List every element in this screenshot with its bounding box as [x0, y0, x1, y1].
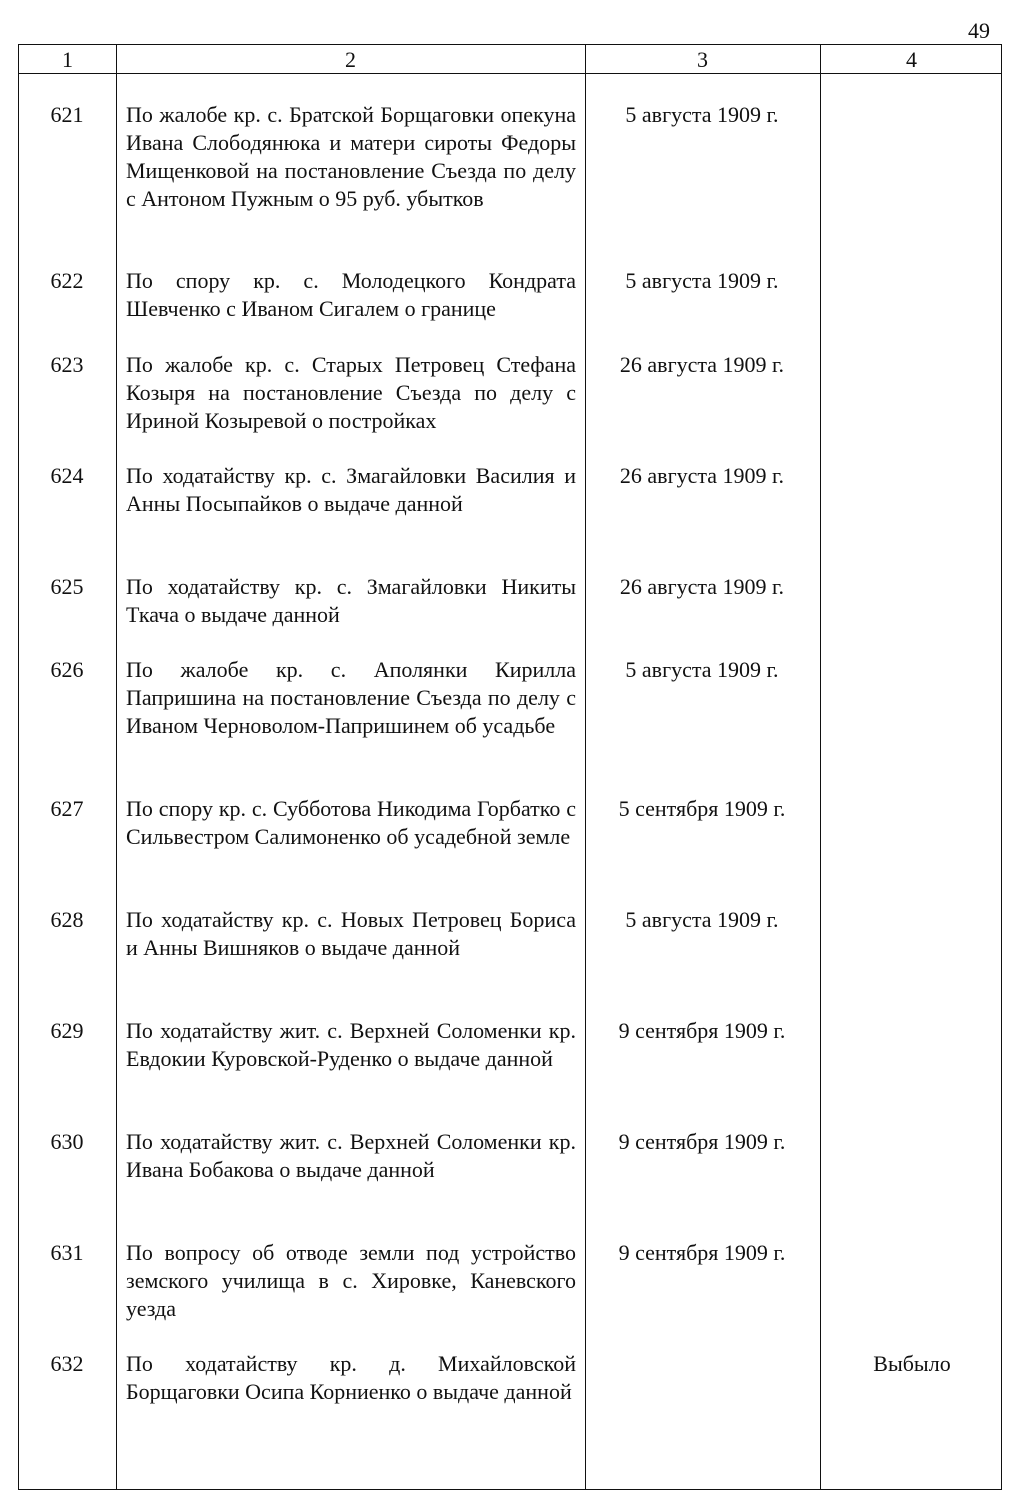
column-divider: [820, 45, 821, 1489]
case-date: 9 сентября 1909 г.: [618, 1240, 786, 1265]
column-header-3: 3: [697, 47, 708, 72]
case-description: По спору кр. с. Молодецкого Кондрата Шевченко с Иваном Сигалем о границе: [126, 268, 576, 321]
case-date: 26 августа 1909 г.: [619, 574, 785, 599]
register-table: [18, 44, 1002, 1490]
case-description: По жалобе кр. с. Аполянки Кирилла Папришина на постановление Съезда по делу с Иваном Черноволом-Папришинем об усадьбе: [126, 657, 576, 738]
case-description: По ходатайству жит. с. Верхней Соломенки кр. Ивана Бобакова о выдаче данной: [126, 1129, 576, 1182]
column-divider: [585, 45, 586, 1489]
case-description: По жалобе кр. с. Старых Петровец Стефана Козыря на постановление Съезда по делу с Ириной Козыревой о постройках: [126, 352, 576, 433]
case-date: 9 сентября 1909 г.: [618, 1129, 786, 1154]
case-description: По ходатайству кр. д. Михайловской Борщаговки Осипа Корниенко о выдаче данной: [126, 1351, 576, 1404]
case-description: По ходатайству жит. с. Верхней Соломенки кр. Евдокии Куровской-Руденко о выдаче данной: [126, 1018, 576, 1071]
row-number: 625: [50, 574, 84, 599]
case-date: 26 августа 1909 г.: [619, 352, 785, 377]
column-header-4: 4: [906, 47, 917, 72]
page-number: 49: [968, 18, 990, 43]
case-description: По ходатайству кр. с. Змагайловки Василия и Анны Посыпайков о выдаче данной: [126, 463, 576, 516]
row-number: 621: [50, 102, 84, 127]
case-date: 5 августа 1909 г.: [625, 102, 779, 127]
case-description: По ходатайству кр. с. Новых Петровец Бориса и Анны Вишняков о выдаче данной: [126, 907, 576, 960]
case-description: По жалобе кр. с. Братской Борщаговки опекуна Ивана Слободянюка и матери сироты Федоры Мищенковой на постановление Съезда по делу с Антоном Пужным о 95 руб. убытков: [126, 102, 576, 211]
row-number: 631: [50, 1240, 84, 1265]
case-date: 26 августа 1909 г.: [619, 463, 785, 488]
column-header-2: 2: [345, 47, 356, 72]
case-date: 5 августа 1909 г.: [625, 268, 779, 293]
header-divider: [19, 73, 1001, 74]
row-number: 622: [50, 268, 84, 293]
case-date: 5 сентября 1909 г.: [618, 796, 786, 821]
row-number: 629: [50, 1018, 84, 1043]
case-description: По спору кр. с. Субботова Никодима Горбатко с Сильвестром Салимоненко об усадебной земле: [126, 796, 576, 849]
row-number: 628: [50, 907, 84, 932]
row-number: 623: [50, 352, 84, 377]
case-note: Выбыло: [873, 1351, 951, 1376]
row-number: 627: [50, 796, 84, 821]
column-divider: [116, 45, 117, 1489]
row-number: 624: [50, 463, 84, 488]
case-description: По ходатайству кр. с. Змагайловки Никиты Ткача о выдаче данной: [126, 574, 576, 627]
case-date: 9 сентября 1909 г.: [618, 1018, 786, 1043]
row-number: 630: [50, 1129, 84, 1154]
row-number: 626: [50, 657, 84, 682]
case-date: 5 августа 1909 г.: [625, 657, 779, 682]
case-date: 5 августа 1909 г.: [625, 907, 779, 932]
row-number: 632: [50, 1351, 84, 1376]
column-header-1: 1: [62, 47, 73, 72]
case-description: По вопросу об отводе земли под устройство земского училища в с. Хировке, Каневского уезда: [126, 1240, 576, 1321]
